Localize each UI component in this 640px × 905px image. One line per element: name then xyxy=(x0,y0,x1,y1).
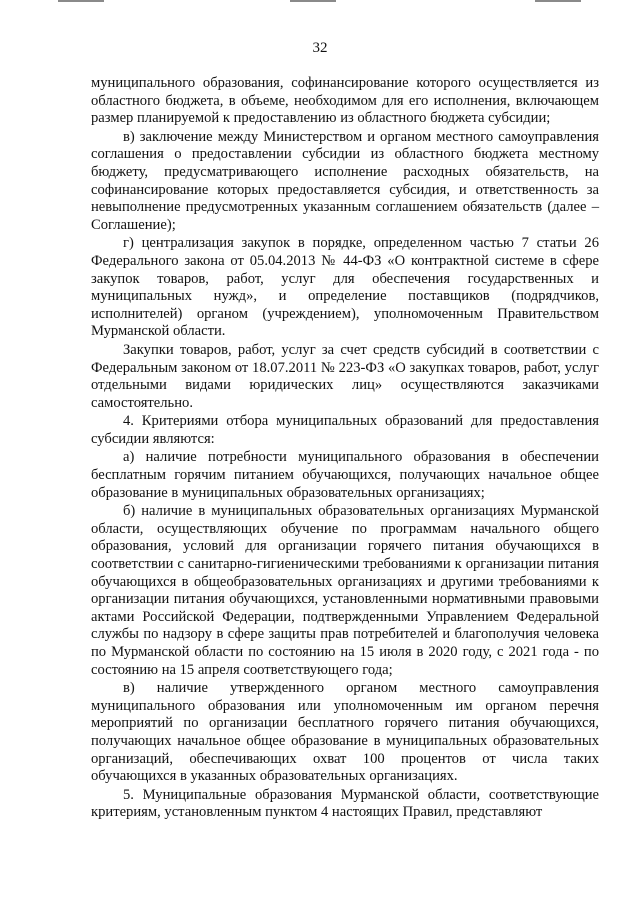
document-body xyxy=(91,75,599,822)
paragraph: 5. Муниципальные образования Мурманской области, соответствующие критериям, установленным пунктом 4 настоящих Правил, представляют xyxy=(91,786,599,821)
paragraph: в) наличие утвержденного органом местного самоуправления муниципального образования или уполномоченным им органом перечня мероприятий по организации бесплатного горячего питания обучающихся, получающих начальное общее образование в муниципальных образовательных организаций, обеспечивающих охват 100 процентов от числа таких обучающихся в указанных образовательных организациях. xyxy=(91,680,599,785)
page-number: 32 xyxy=(312,40,328,56)
paragraph: муниципального образования, софинансирование которого осуществляется из областного бюджета, в объеме, необходимом для его исполнения, включающем размер планируемой к предоставлению из областного бюджета субсидии; xyxy=(91,75,599,127)
paragraph: Закупки товаров, работ, услуг за счет средств субсидий в соответствии с Федеральным законом от 18.07.2011 № 223-ФЗ «О закупках товаров, работ, услуг отдельными видами юридических лиц» осуществляются заказчиками самостоятельно. xyxy=(91,341,599,411)
paragraph: г) централизация закупок в порядке, определенном частью 7 статьи 26 Федерального закона от 05.04.2013 № 44-ФЗ «О контрактной системе в сфере закупок товаров, работ, услуг для обеспечения государственных и муниципальных нужд», и определение поставщиков (подрядчиков, исполнителей) органом (учреждением), уполномоченным Правительством Мурманской области. xyxy=(91,235,599,340)
scan-edge-mark xyxy=(58,0,104,2)
scan-edge-mark xyxy=(535,0,581,2)
paragraph: в) заключение между Министерством и органом местного самоуправления соглашения о предоставлении субсидии из областного бюджета местному бюджету, предусматривающего исполнение расходных обязательств, на софинансирование которых предоставляется субсидия, и ответственность за невыполнение предусмотренных указанным соглашением обязательств (далее – Соглашение); xyxy=(91,128,599,233)
paragraph: б) наличие в муниципальных образовательных организациях Мурманской области, осуществляющих обучение по программам начального общего образования, условий для организации горячего питания обучающихся в соответствии с санитарно-гигиеническими требованиями к организации питания обучающихся в общеобразовательных организациях и другими требованиями к организации питания обучающихся, установленными нормативными правовыми актами Российской Федерации, подтвержденными Управлением Федеральной службы по надзору в сфере защиты прав потребителей и благополучия человека по Мурманской области по состоянию на 15 июля в 2020 году, с 2021 года - по состоянию на 15 апреля соответствующего года; xyxy=(91,503,599,678)
paragraph: а) наличие потребности муниципального образования в обеспечении бесплатным горячим питанием обучающихся, получающих начальное общее образование в муниципальных образовательных организациях; xyxy=(91,449,599,501)
scan-edge-mark xyxy=(290,0,336,2)
paragraph: 4. Критериями отбора муниципальных образований для предоставления субсидии являются: xyxy=(91,413,599,447)
